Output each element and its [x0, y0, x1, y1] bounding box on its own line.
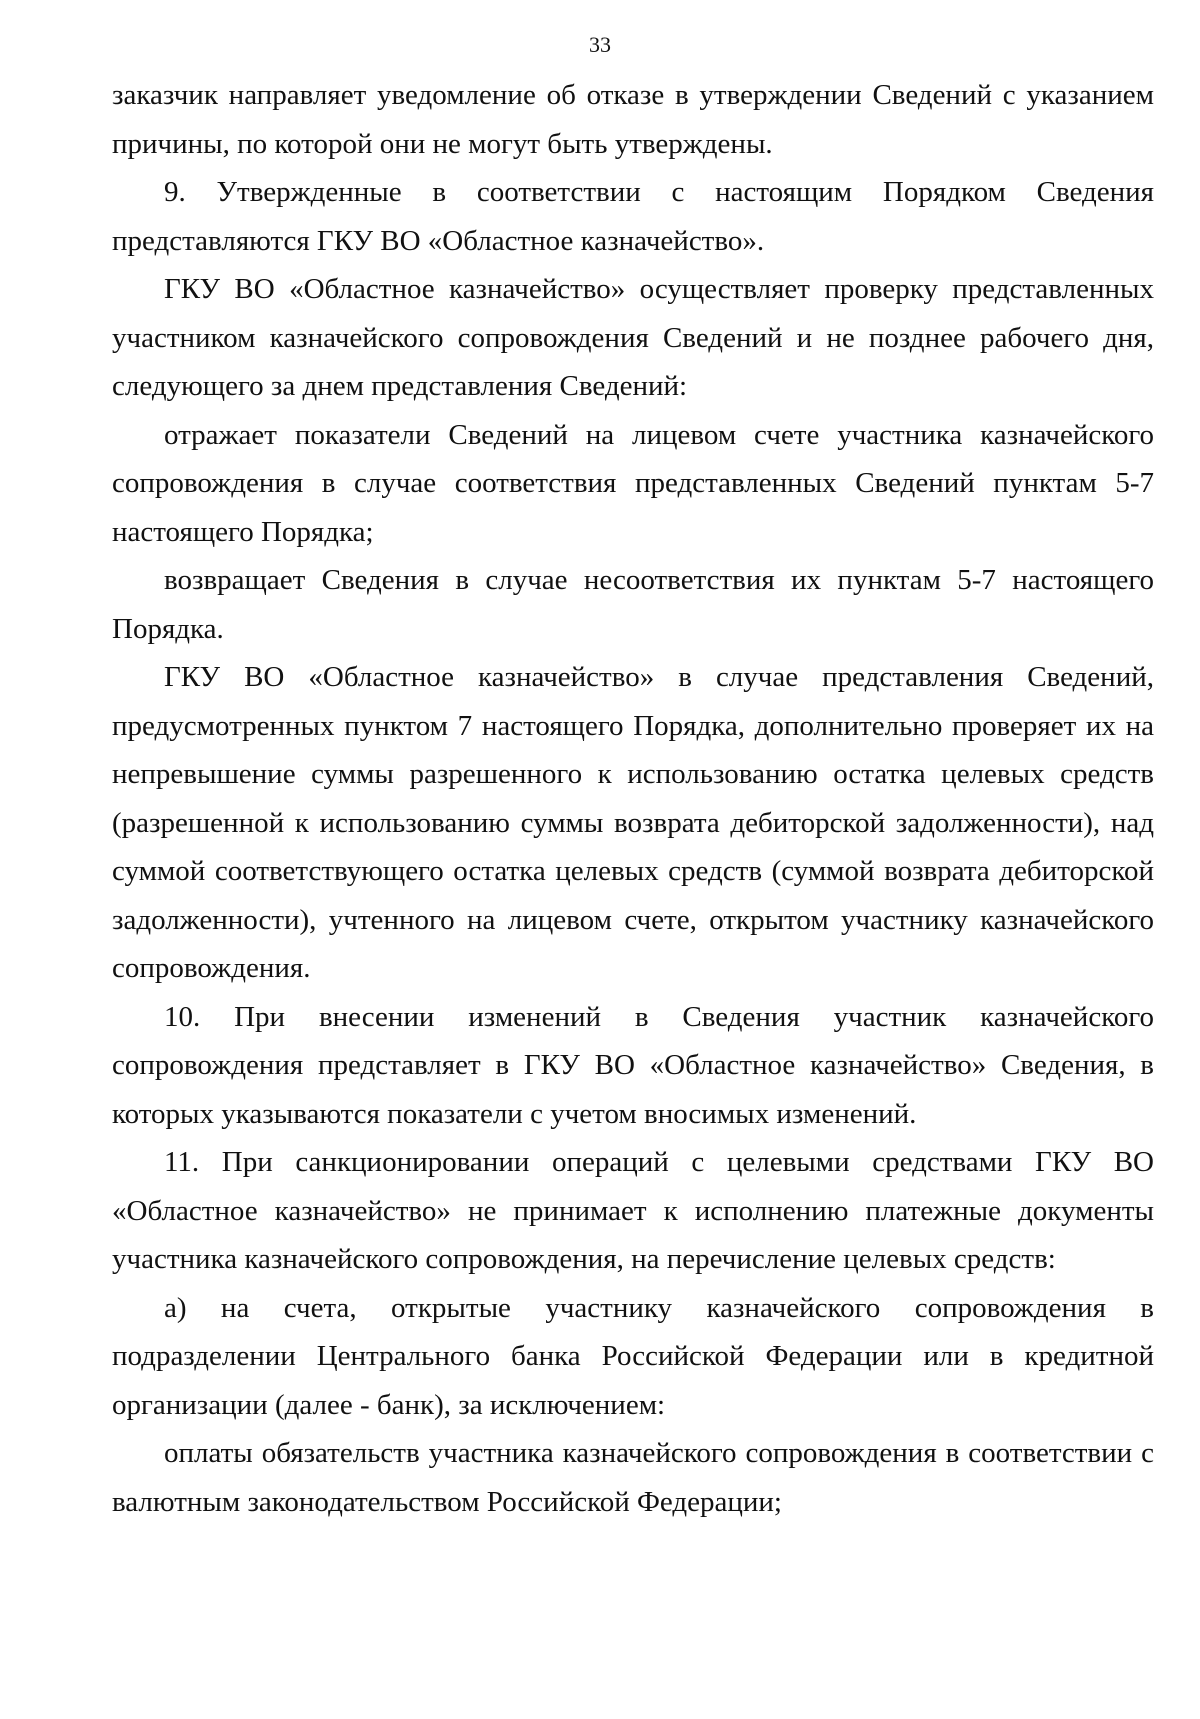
paragraph-currency-obligations: оплаты обязательств участника казначейского сопровождения в соответствии с валютным законодательством Российской Федерации; [112, 1437, 1154, 1518]
paragraph-treasury-check: ГКУ ВО «Областное казначейство» осуществляет проверку представленных участником казначейского сопровождения Сведений и не позднее рабочего дня, следующего за днем представления Сведений: [112, 273, 1154, 402]
paragraph-item-9: 9. Утвержденные в соответствии с настоящим Порядком Сведения представляются ГКУ ВО «Областное казначейство». [112, 176, 1154, 257]
paragraph-subitem-a: а) на счета, открытые участнику казначейского сопровождения в подразделении Центрального банка Российской Федерации или в кредитной организации (далее - банк), за исключением: [112, 1291, 1154, 1421]
page-number: 33 [589, 32, 611, 57]
paragraph-item-10: 10. При внесении изменений в Сведения участник казначейского сопровождения представляет в ГКУ ВО «Областное казначейство» Сведения, в которых указываются показатели с учетом вносимых изменений. [112, 1000, 1154, 1130]
paragraph-reflects-indicators: отражает показатели Сведений на лицевом счете участника казначейского сопровождения в случае соответствия представленных Сведений пунктам 5-7 настоящего Порядка; [112, 418, 1154, 548]
paragraph-additional-check: ГКУ ВО «Областное казначейство» в случае представления Сведений, предусмотренных пунктом 7 настоящего Порядка, дополнительно проверяет их на непревышение суммы разрешенного к использованию остатка целевых средств (разрешенной к использованию суммы возврата дебиторской задолженности), над суммой соответствующего остатка целевых средств (суммой возврата дебиторской задолженности), учтенного на лицевом счете, открытом участнику казначейского сопровождения. [112, 661, 1154, 984]
paragraph-item-11: 11. При санкционировании операций с целевыми средствами ГКУ ВО «Областное казначейство» не принимает к исполнению платежные документы участника казначейского сопровождения, на перечисление целевых средств: [112, 1146, 1154, 1275]
document-body [112, 71, 1154, 1526]
paragraph-returns-info: возвращает Сведения в случае несоответствия их пунктам 5-7 настоящего Порядка. [112, 564, 1154, 645]
paragraph-refusal-notice: заказчик направляет уведомление об отказе в утверждении Сведений с указанием причины, по которой они не могут быть утверждены. [112, 79, 1154, 160]
